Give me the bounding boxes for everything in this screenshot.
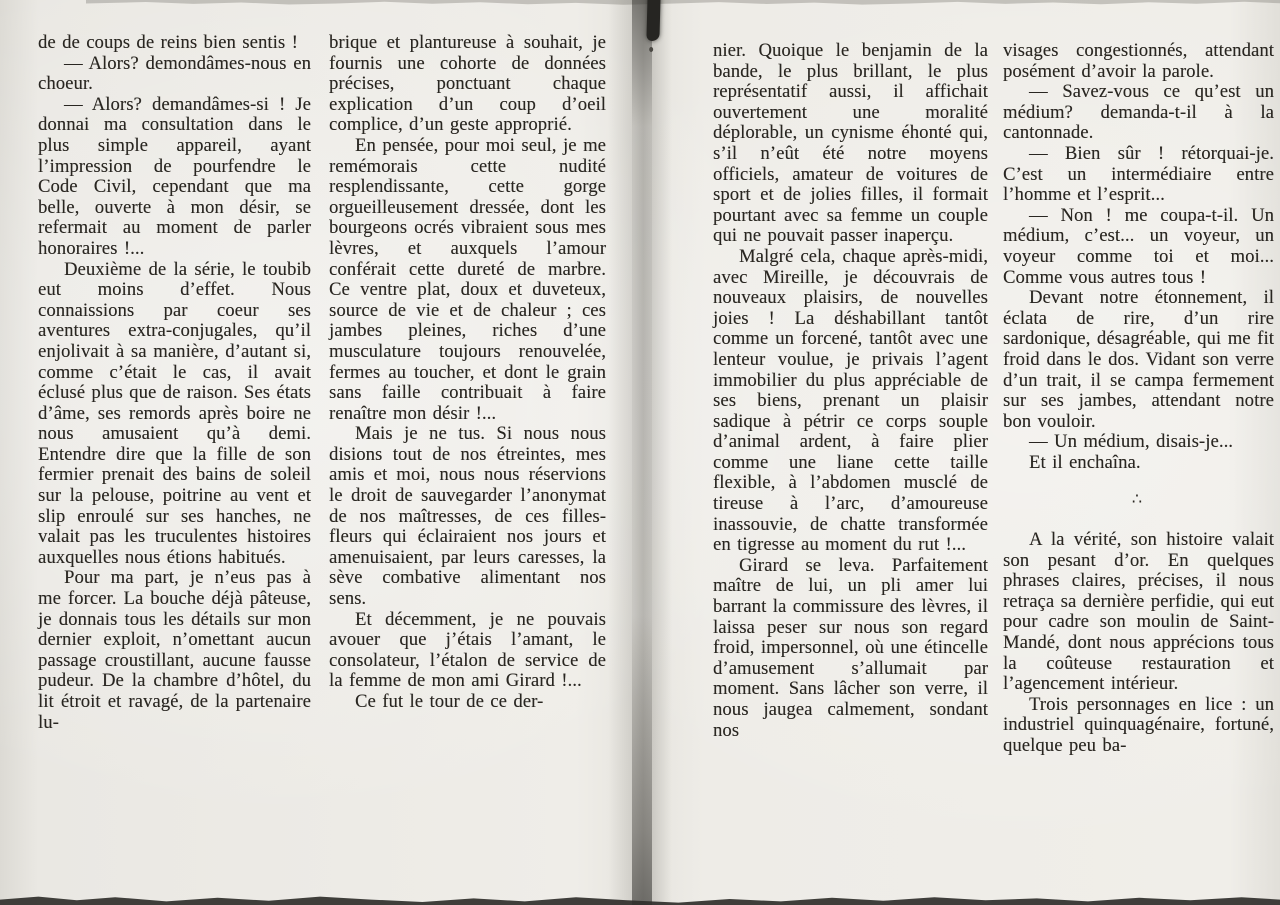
scan-edge-bottom [0,893,1280,905]
paragraph: Malgré cela, chaque après-midi, avec Mireille, je découvrais de nouveaux plaisirs, de nouvelles joies ! La déshabillant tantôt comme un forcené, tantôt avec une lenteur voulue, je privais l’agent immobilier du plus appréciable de ses biens, prenant un plaisir sadique à pétrir ce corps souple d’animal ardent, à faire plier comme une liane cette taille flexible, à l’abdomen musclé de tireuse à l’arc, d’amoureuse inassouvie, de chatte transformée en tigresse au moment du rut !... [713,245,988,556]
paragraph: brique et plantureuse à souhait, je fournis une cohorte de données précises, ponctuant chaque explication d’un coup d’oeil complice, d’un geste approprié. [329,32,606,136]
left-page-column-1 [38,33,311,733]
spine-ink-mark [646,0,660,41]
paragraph: Ce fut le tour de ce der- [355,691,544,712]
left-page-column-2 [329,33,606,713]
paragraph: — Savez-vous ce qu’est un médium? demanda-t-il à la cantonnade. [1003,81,1274,144]
paragraph: — Non ! me coupa-t-il. Un médium, c’est... un voyeur, un voyeur comme toi et moi... Comme vous autres tous ! [1003,204,1274,288]
gutter-shadow [608,0,672,905]
paragraph: Et il enchaîna. [1029,451,1141,473]
paragraph: — Un médium, disais-je... [1029,431,1234,453]
paragraph: nier. Quoique le benjamin de la bande, le plus brillant, le plus représentatif aussi, il affichait ouvertement une moralité déplorable, un cynisme éhonté qui, s’il n’eût été notre moyens officiels, amateur de voitures de sport et de jolies filles, il formait pourtant avec sa femme un couple qui ne pouvait passer inaperçu. [713,40,988,247]
scan-edge-top [86,0,1280,6]
paragraph: Et décemment, je ne pouvais avouer que j’étais l’amant, le consolateur, l’étalon de service de la femme de mon ami Girard !... [329,608,606,692]
paragraph: Devant notre étonnement, il éclata de rire, d’un rire sardonique, désagréable, qui me fit froid dans le dos. Vidant son verre d’un trait, il se campa fermement sur ses jambes, attendant notre bon vouloir. [1003,287,1274,432]
paragraph: visages congestionnés, attendant posément d’avoir la parole. [1003,40,1274,82]
paragraph: Girard se leva. Parfaitement maître de lui, un pli amer lui barrant la commissure des lèvres, il laissa peser sur nous son regard froid, impersonnel, où une étincelle d’amusement s’allumait par moment. Sans lâcher son verre, il nous jaugea calmement, sondant nos [713,554,988,741]
paragraph: Deuxième de la série, le toubib eut moins d’effet. Nous connaissions par coeur ses aventures extra-conjugales, qu’il enjolivait à sa manière, d’autant si, comme c’était le cas, il avait éclusé plus que de raison. Ses états d’âme, ses remords après boire ne nous amusaient qu’à demi. Entendre dire que la fille de son fermier prenait des bains de soleil sur la pelouse, poitrine au vent et slip enroulé sur ses hanches, ne valait pas les truculentes histoires auxquelles nous étions habitués. [38,258,311,568]
paragraph: Trois personnages en lice : un industriel quinquagénaire, fortuné, quelque peu ba- [1003,693,1274,756]
right-page-column-1 [713,41,988,741]
asterism-ornament: ∴ [1131,491,1146,509]
right-page-column-2 [1003,41,1274,757]
paragraph: A la vérité, son histoire valait son pesant d’or. En quelques phrases claires, précises, il nous retraça sa dernière perfidie, qui eut pour cadre son moulin de Saint-Mandé, dont nous apprécions tous la coûteuse restauration et l’agencement intérieur. [1003,529,1274,695]
paragraph: de de coups de reins bien sentis ! [38,32,298,53]
paragraph: — Bien sûr ! rétorquai-je. C’est un intermédiaire entre l’homme et l’esprit... [1003,142,1274,206]
paragraph: Pour ma part, je n’eus pas à me forcer. La bouche déjà pâteuse, je donnais tous les détails sur mon dernier exploit, n’omettant aucun passage croustillant, aucune fausse pudeur. De la chambre d’hôtel, du lit étroit et ravagé, de la partenaire lu- [38,567,311,733]
paragraph: En pensée, pour moi seul, je me remémorais cette nudité resplendissante, cette gorge orgueilleusement dressée, dont les bourgeons ocrés vibraient sous mes lèvres, et auxquels l’amour conférait cette dureté de marbre. Ce ventre plat, doux et duveteux, source de vie et de chaleur ; ces jambes pleines, riches d’une musculature toujours renouvelée, fermes au toucher, et dont le grain sans faille contribuait à faire renaître mon désir !... [329,134,606,424]
paragraph: — Alors? demondâmes-nous en choeur. [38,52,311,95]
paragraph: — Alors? demandâmes-si ! Je donnai ma consultation dans le plus simple appareil, ayant l’impression de pourfendre le Code Civil, cependant que ma belle, ouverte à mon désir, se refermait au moment de parler honoraires !... [38,93,311,259]
paragraph: Mais je ne tus. Si nous nous disions tout de nos étreintes, mes amis et moi, nous nous réservions le droit de sauvegarder l’anonymat de nos maîtresses, de ces filles-fleurs qui éclairaient nos jours et amenuisaient, par leurs caresses, la sève combative alimentant nos sens. [329,423,606,610]
